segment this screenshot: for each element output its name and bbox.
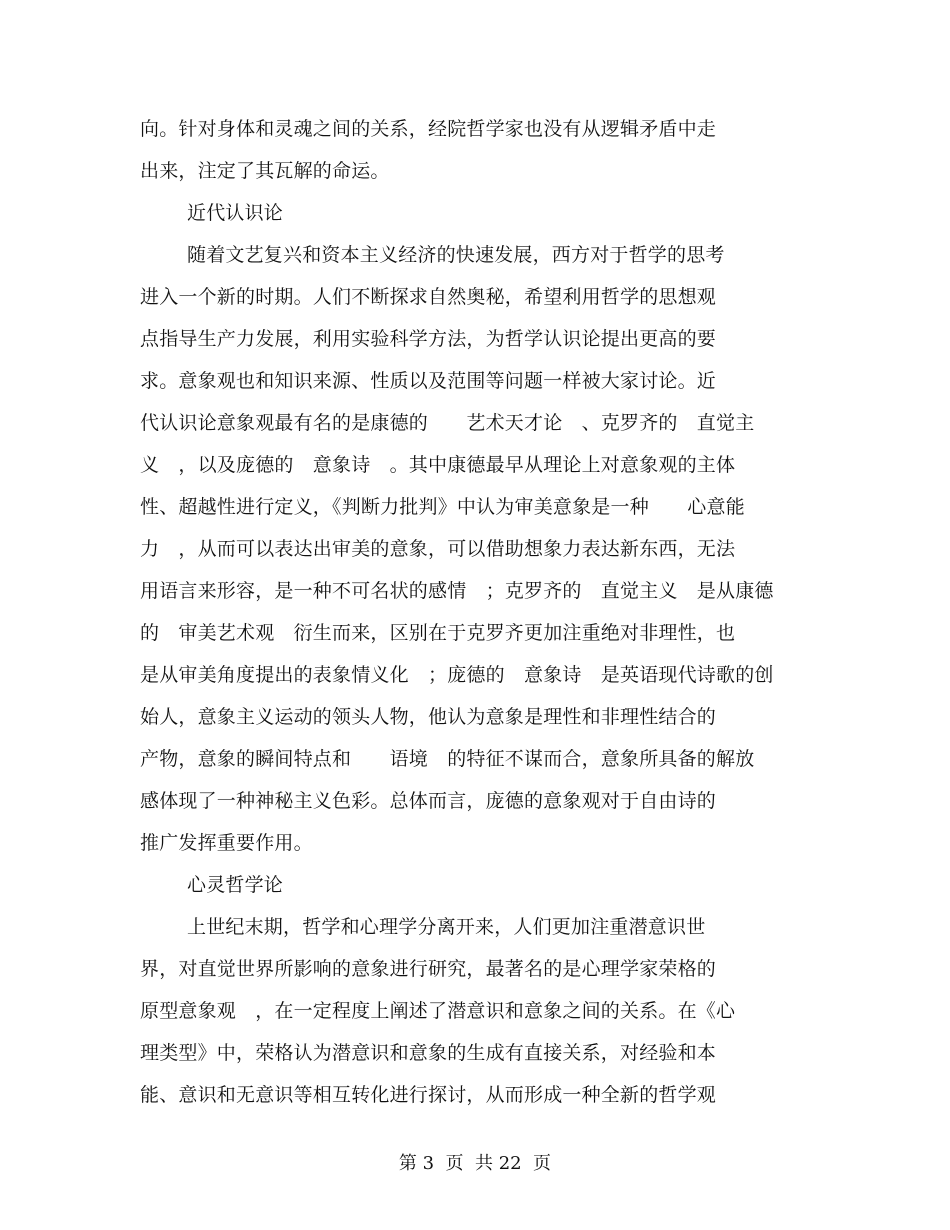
text-line: 出来，注定了其瓦解的命运。 <box>140 160 390 182</box>
text-line: 向。针对身体和灵魂之间的关系，经院哲学家也没有从逻辑矛盾中走 <box>140 118 717 140</box>
text-line: 进入一个新的时期。人们不断探求自然奥秘，希望利用哲学的思想观 <box>140 286 717 308</box>
text-line: 的 审美艺术观 衍生而来，区别在于克罗齐更加注重绝对非理性，也 <box>140 622 736 644</box>
text-line: 界，对直觉世界所影响的意象进行研究，最著名的是心理学家荣格的 <box>140 958 717 980</box>
text-line: 是从审美角度提出的表象情义化 ；庞德的 意象诗 是英语现代诗歌的创 <box>140 664 774 686</box>
paragraph-first-line: 上世纪末期，哲学和心理学分离开来，人们更加注重潜意识世 <box>187 916 706 938</box>
page-number-footer: 第 3 页 共 22 页 <box>398 1153 552 1174</box>
text-line: 感体现了一种神秘主义色彩。总体而言，庞德的意象观对于自由诗的 <box>140 790 717 812</box>
section-heading: 心灵哲学论 <box>187 874 284 896</box>
text-line: 代认识论意象观最有名的是康德的 艺术天才论 、克罗齐的 直觉主 <box>140 412 755 434</box>
text-line: 推广发挥重要作用。 <box>140 832 313 854</box>
text-line: 性、超越性进行定义，《判断力批判》中认为审美意象是一种 心意能 <box>140 496 745 518</box>
text-line: 原型意象观 ，在一定程度上阐述了潜意识和意象之间的关系。在《心 <box>140 1000 736 1022</box>
text-line: 点指导生产力发展，利用实验科学方法，为哲学认识论提出更高的要 <box>140 328 717 350</box>
text-line: 理类型》中，荣格认为潜意识和意象的生成有直接关系，对经验和本 <box>140 1042 717 1064</box>
text-line: 义 ，以及庞德的 意象诗 。其中康德最早从理论上对意象观的主体 <box>140 454 736 476</box>
section-heading: 近代认识论 <box>187 202 284 224</box>
text-line: 求。意象观也和知识来源、性质以及范围等问题一样被大家讨论。近 <box>140 370 717 392</box>
text-line: 始人，意象主义运动的领头人物，他认为意象是理性和非理性结合的 <box>140 706 717 728</box>
text-line: 用语言来形容，是一种不可名状的感情 ；克罗齐的 直觉主义 是从康德 <box>140 580 774 602</box>
text-line: 能、意识和无意识等相互转化进行探讨，从而形成一种全新的哲学观 <box>140 1084 717 1106</box>
text-line: 产物，意象的瞬间特点和 语境 的特征不谋而合，意象所具备的解放 <box>140 748 755 770</box>
paragraph-first-line: 随着文艺复兴和资本主义经济的快速发展，西方对于哲学的思考 <box>187 244 725 266</box>
text-line: 力 ，从而可以表达出审美的意象，可以借助想象力表达新东西，无法 <box>140 538 736 560</box>
